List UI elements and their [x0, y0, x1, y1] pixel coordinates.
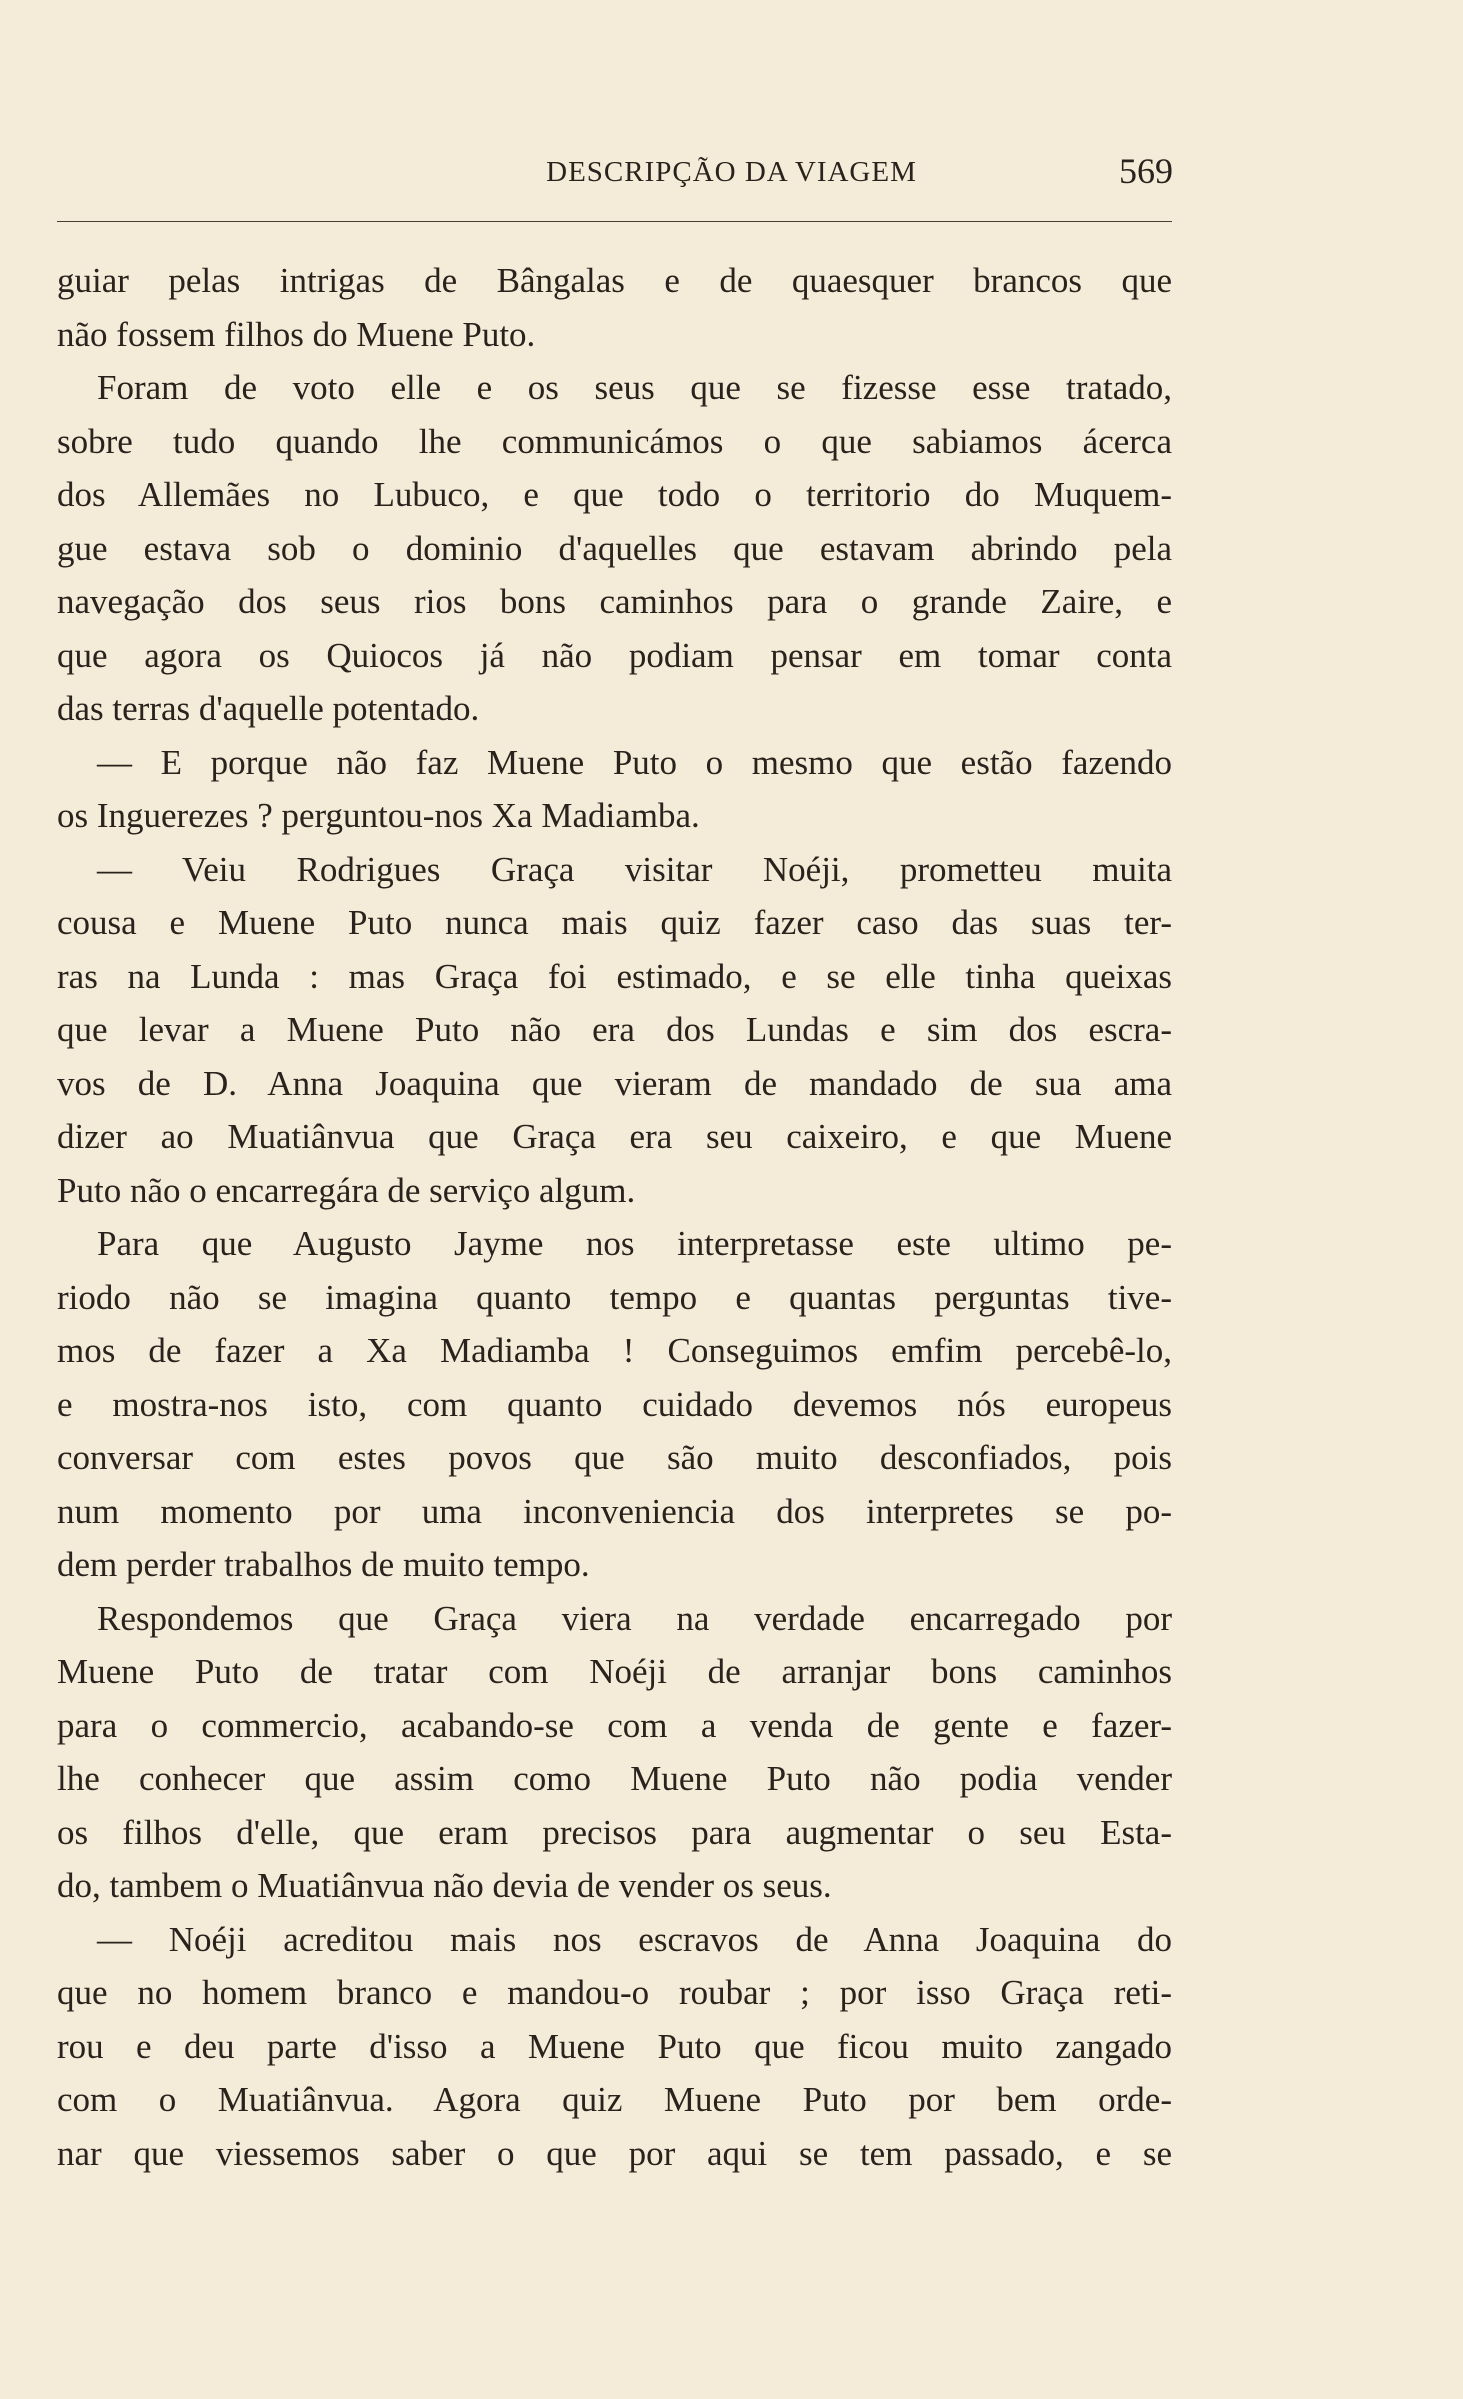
- text-line: riodo não se imagina quanto tempo e quantas perguntas tive-: [57, 1277, 1172, 1317]
- text-line: Respondemos que Graça viera na verdade encarregado por: [97, 1598, 1172, 1638]
- text-line: os Inguerezes ? perguntou-nos Xa Madiamba.: [57, 796, 700, 835]
- text-line: com o Muatiânvua. Agora quiz Muene Puto por bem orde-: [57, 2080, 1172, 2119]
- text-line: para o commercio, acabando-se com a venda de gente e fazer-: [57, 1705, 1172, 1745]
- text-line: rou e deu parte d'isso a Muene Puto que ficou muito zangado: [57, 2026, 1172, 2066]
- text-line: — Noéji acreditou mais nos escravos de Anna Joaquina do: [97, 1919, 1172, 1959]
- text-line: que agora os Quiocos já não podiam pensar em tomar conta: [57, 635, 1172, 675]
- text-line: não fossem filhos do Muene Puto.: [57, 314, 536, 354]
- text-line: navegação dos seus rios bons caminhos para o grande Zaire, e: [57, 582, 1172, 621]
- text-line: dem perder trabalhos de muito tempo.: [57, 1545, 590, 1584]
- text-line: e mostra-nos isto, com quanto cuidado devemos nós europeus: [57, 1384, 1172, 1424]
- running-title: DESCRIPÇÃO DA VIAGEM: [546, 156, 917, 188]
- text-line: dizer ao Muatiânvua que Graça era seu caixeiro, e que Muene: [57, 1117, 1172, 1156]
- text-line: do, tambem o Muatiânvua não devia de vender os seus.: [57, 1866, 832, 1905]
- page-header: [0, 150, 1463, 200]
- text-line: nar que viessemos saber o que por aqui se tem passado, e se: [57, 2133, 1172, 2173]
- text-line: vos de D. Anna Joaquina que vieram de mandado de sua ama: [57, 1063, 1172, 1103]
- text-line: Puto não o encarregára de serviço algum.: [57, 1170, 636, 1210]
- text-line: dos Allemães no Lubuco, e que todo o territorio do Muquem-: [57, 475, 1172, 514]
- text-line: lhe conhecer que assim como Muene Puto não podia vender: [57, 1759, 1172, 1798]
- text-line: gue estava sob o dominio d'aquelles que estavam abrindo pela: [57, 528, 1172, 568]
- text-line: sobre tudo quando lhe communicámos o que sabiamos ácerca: [57, 421, 1172, 461]
- text-line: cousa e Muene Puto nunca mais quiz fazer caso das suas ter-: [57, 903, 1172, 942]
- body-text: [57, 254, 1172, 2180]
- text-line: que no homem branco e mandou-o roubar ; por isso Graça reti-: [57, 1973, 1172, 2012]
- text-line: guiar pelas intrigas de Bângalas e de quaesquer brancos que: [57, 261, 1172, 300]
- text-line: num momento por uma inconveniencia dos interpretes se po-: [57, 1491, 1172, 1531]
- page-number: 569: [1119, 151, 1173, 191]
- text-line: das terras d'aquelle potentado.: [57, 689, 480, 728]
- text-line: que levar a Muene Puto não era dos Lundas e sim dos escra-: [57, 1010, 1172, 1049]
- text-line: — Veiu Rodrigues Graça visitar Noéji, prometteu muita: [97, 849, 1172, 889]
- text-line: conversar com estes povos que são muito desconfiados, pois: [57, 1438, 1172, 1477]
- text-line: — E porque não faz Muene Puto o mesmo que estão fazendo: [97, 742, 1172, 782]
- header-rule: [57, 221, 1172, 222]
- text-line: os filhos d'elle, que eram precisos para augmentar o seu Esta-: [57, 1812, 1172, 1852]
- text-line: ras na Lunda : mas Graça foi estimado, e se elle tinha queixas: [57, 956, 1172, 996]
- text-line: Muene Puto de tratar com Noéji de arranjar bons caminhos: [57, 1652, 1172, 1691]
- text-line: Para que Augusto Jayme nos interpretasse este ultimo pe-: [97, 1224, 1172, 1263]
- text-line: Foram de voto elle e os seus que se fizesse esse tratado,: [97, 368, 1172, 407]
- text-line: mos de fazer a Xa Madiamba ! Conseguimos emfim percebê-lo,: [57, 1331, 1172, 1370]
